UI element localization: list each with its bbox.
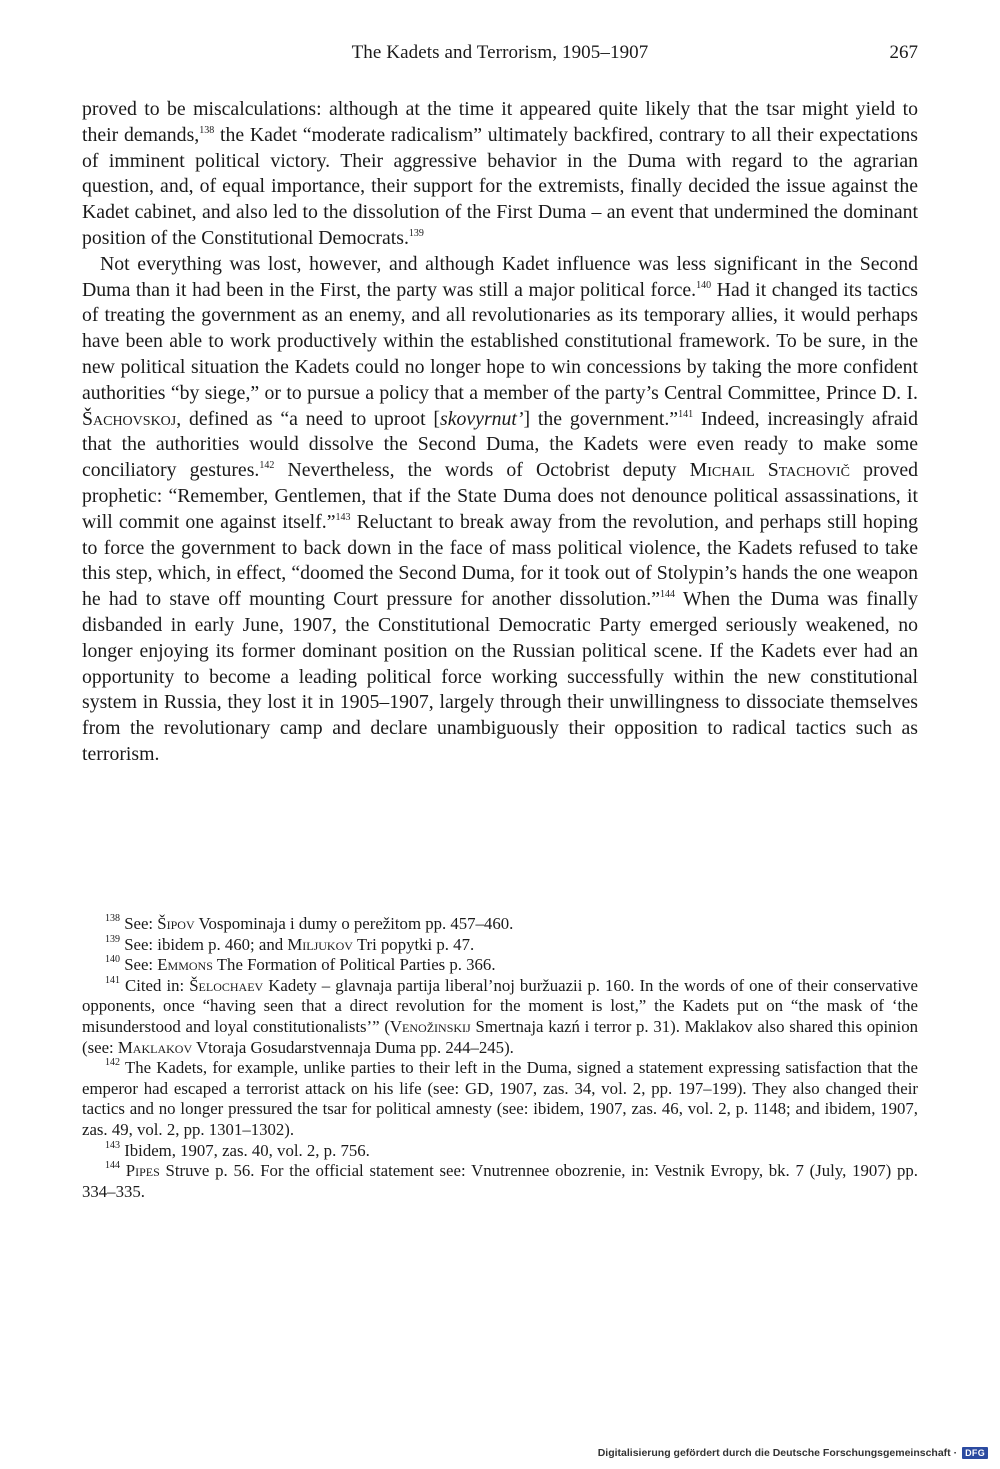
author-name: Šelochaev xyxy=(189,975,264,995)
footnote-ref-141[interactable]: 141 xyxy=(678,408,694,420)
footnote-138 xyxy=(82,914,918,935)
footnote-ref-142[interactable]: 142 xyxy=(259,460,275,472)
text-run: Tri popytki p. 47. xyxy=(352,934,475,954)
credit-text: Digitalisierung gefördert durch die Deutsche Forschungsgemeinschaft · xyxy=(597,1447,958,1459)
author-name: Emmons xyxy=(157,955,213,975)
author-name: Miljukov xyxy=(287,934,353,954)
footnote-number: 144 xyxy=(105,1160,120,1172)
text-run: See: ibidem p. 460; and xyxy=(120,934,288,954)
text-run: proved prophetic: “Remember, Gentlemen, that if the State Duma does not denounce political assassinations, it will commit one against itself.” xyxy=(82,459,918,533)
text-run: Ibidem, 1907, zas. 40, vol. 2, p. 756. xyxy=(120,1140,370,1160)
footnote-ref-144[interactable]: 144 xyxy=(660,589,676,601)
footnote-number: 142 xyxy=(105,1057,120,1069)
author-name: Pipes xyxy=(125,1161,160,1181)
text-run: Nevertheless, the words of Octobrist deputy xyxy=(274,459,690,482)
text-run: Vospominaja i dumy o perežitom pp. 457–460. xyxy=(194,914,514,933)
digitization-credit xyxy=(598,1447,988,1459)
footnote-144 xyxy=(82,1161,918,1202)
footnote-ref-140[interactable]: 140 xyxy=(696,279,712,291)
paragraph-1 xyxy=(82,97,918,252)
footnote-142 xyxy=(82,1058,918,1140)
footnote-number: 139 xyxy=(105,933,120,945)
text-run: When the Duma was finally disbanded in early June, 1907, the Constitutional Democratic Party emerged seriously weakened, no longer enjoying its former dominant position on the Russian political scene. If the Kadets ever had an opportunity to become a leading political force working successfully within the new constitutional system in Russia, they lost it in 1905–1907, largely through their unwillingness to dissociate themselves from the revolutionary camp and declare unambiguously their opposition to radical tactics such as terrorism. xyxy=(82,588,918,765)
dfg-logo: DFG xyxy=(962,1447,988,1459)
footnote-140 xyxy=(82,955,918,976)
footnotes xyxy=(82,914,918,1202)
text-run: The Kadets, for example, unlike parties to their left in the Duma, signed a statement expressing satisfaction that the emperor had escaped a terrorist attack on his life (see: GD, 1907, zas. 34, vol. 2, pp. 197–199). They also changed their tactics and no longer pressured the tsar for political amnesty (see: ibidem, 1907, zas. 46, vol. 2, p. 1148; and ibidem, 1907, zas. 49, vol. 2, pp. 1301–1302). xyxy=(82,1058,918,1139)
page-header xyxy=(82,42,918,70)
author-name: Šipov xyxy=(157,914,195,933)
author-name: Maklakov xyxy=(117,1037,193,1057)
text-run: the Kadet “moderate radicalism” ultimately backfired, contrary to all their expectations of imminent political victory. Their aggressive behavior in the Duma with regard to the agrarian question, and, of equal importance, their support for the extremists, finally decided the issue against the Kadet cabinet, and also led to the dissolution of the First Duma – an event that undermined the dominant position of the Constitutional Democrats. xyxy=(82,123,918,249)
text-run: Cited in: xyxy=(120,975,190,995)
text-run: , defined as “a need to uproot [ xyxy=(176,407,441,430)
person-name: Michail Stachovič xyxy=(689,459,850,482)
text-run: Kadety – glavnaja partija liberal’noj buržuazii p. 160. In the words of one of their conservative opponents, once “having seen that a direct revolution for the moment is lost,” the Kadets put on “the mask of ‘the misunderstood and loyal constitutionalists’” ( xyxy=(82,975,918,1036)
footnote-number: 141 xyxy=(105,974,120,986)
text-run: proved to be miscalculations: although at the time it appeared quite likely that the tsar might yield to their demands, xyxy=(82,98,918,146)
author-name: Venožinskij xyxy=(389,1016,471,1036)
person-name: Šachovskoj xyxy=(82,407,177,430)
footnote-ref-138[interactable]: 138 xyxy=(199,124,215,136)
footnote-number: 140 xyxy=(105,954,120,966)
text-run: Not everything was lost, however, and although Kadet influence was less significant in the Second Duma than it had been in the First, the party was still a major political force. xyxy=(82,252,918,301)
footnote-ref-139[interactable]: 139 xyxy=(408,227,424,239)
text-run: Struve p. 56. For the official statement see: Vnutrennee obozrenie, in: Vestnik Evropy, bk. 7 (July, 1907) pp. 334–335. xyxy=(82,1161,918,1201)
text-run: Vtoraja Gosudarstvennaja Duma pp. 244–245). xyxy=(192,1037,514,1057)
text-run: See: xyxy=(120,955,158,975)
running-title: The Kadets and Terrorism, 1905–1907 xyxy=(351,42,649,63)
text-run: Reluctant to break away from the revolution, and perhaps still hoping to force the government to back down in the face of mass political violence, the Kadets refused to take this step, which, in effect, “doomed the Second Duma, for it took out of Stolypin’s hands the one weapon he had to stave off mounting Court pressure for another dissolution.” xyxy=(82,510,918,611)
text-run: Smertnaja kazń i terror p. 31). Maklakov also shared this opinion (see: xyxy=(82,1016,918,1057)
text-run: Had it changed its tactics of treating the government as an enemy, and all revolutionaries as its temporary allies, it would perhaps have been able to work productively within the established constitutional framework. To be sure, in the new political situation the Kadets could no longer hope to win concessions by taking the more confident authorities “by siege,” or to pursue a policy that a member of the party’s Central Committee, Prince D. I. xyxy=(82,278,918,404)
paragraph-2 xyxy=(82,252,918,768)
text-run: Indeed, increasingly afraid that the authorities would dissolve the Second Duma, the Kadets were even ready to make some conciliatory gestures. xyxy=(82,407,918,482)
main-text xyxy=(82,97,918,768)
footnote-143 xyxy=(82,1141,918,1162)
footnote-number: 143 xyxy=(105,1139,120,1151)
footnote-139 xyxy=(82,935,918,956)
footnote-number: 138 xyxy=(105,913,120,924)
footnote-141 xyxy=(82,976,918,1058)
footnote-ref-143[interactable]: 143 xyxy=(335,511,351,523)
text-run: The Formation of Political Parties p. 366. xyxy=(212,955,496,975)
page-number: 267 xyxy=(889,42,918,63)
russian-term: skovyrnut’ xyxy=(440,407,524,430)
text-run: See: xyxy=(120,914,158,933)
text-run: ] the government.” xyxy=(523,407,679,430)
